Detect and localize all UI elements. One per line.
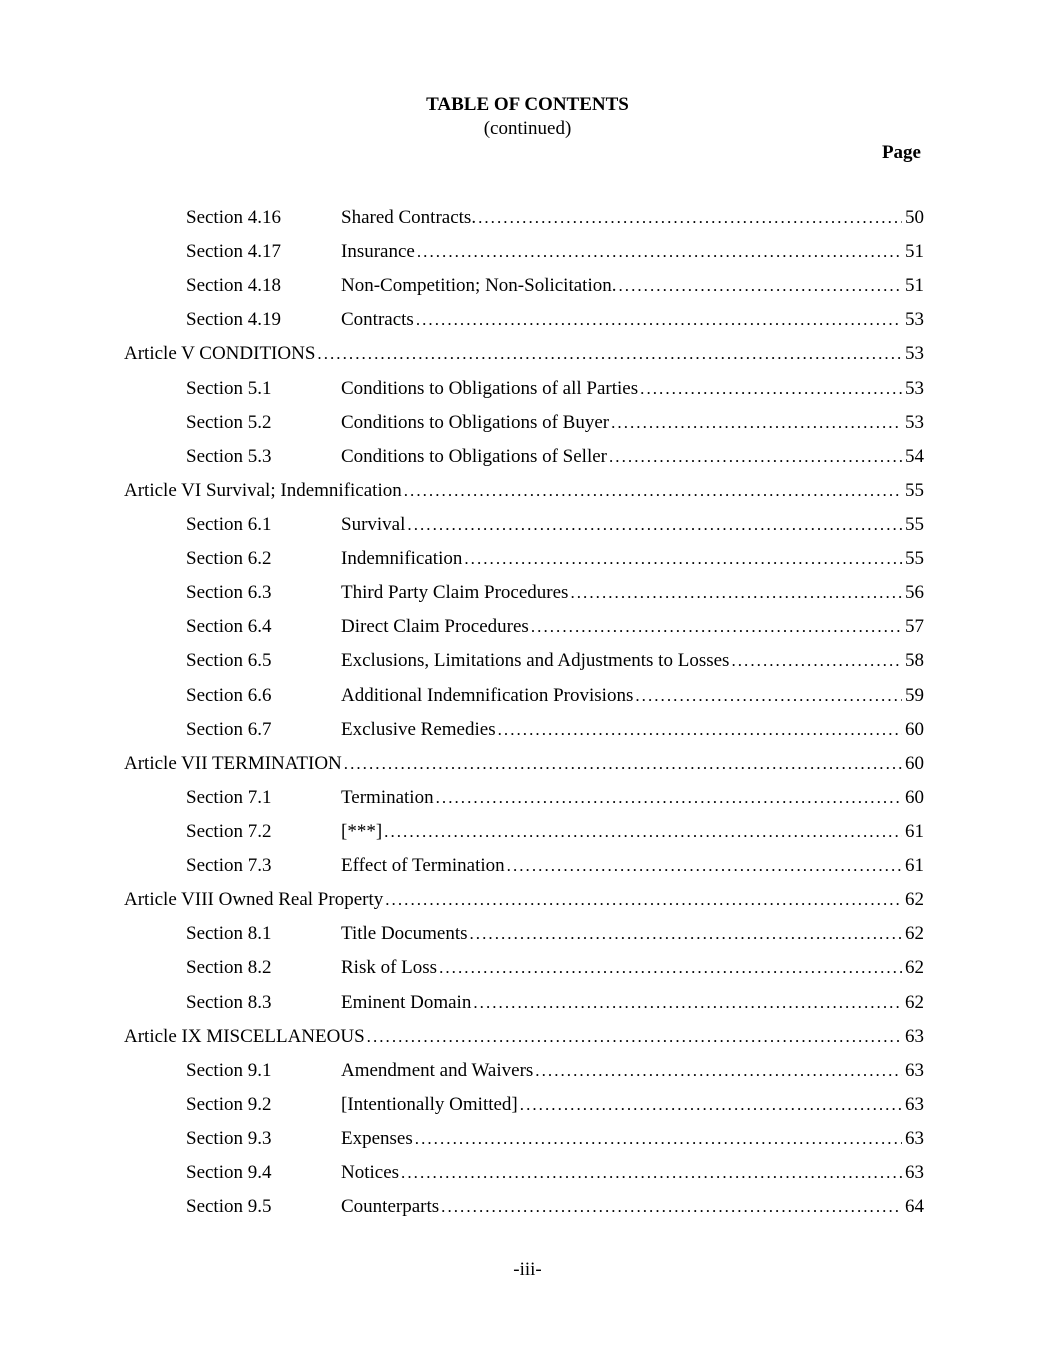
toc-section-number: Section 5.2 bbox=[186, 411, 272, 433]
dot-leader bbox=[520, 1088, 902, 1122]
toc-entry-title: Article VII TERMINATION bbox=[124, 752, 342, 774]
toc-section-number: Section 6.2 bbox=[186, 548, 272, 570]
dot-leader bbox=[618, 269, 902, 303]
toc-title: TABLE OF CONTENTS bbox=[426, 94, 629, 115]
toc-entry-page: 53 bbox=[905, 377, 924, 399]
toc-entry-leader bbox=[341, 849, 924, 883]
toc-entry-title: Additional Indemnification Provisions bbox=[341, 684, 634, 706]
toc-article-entry[interactable] bbox=[0, 1020, 1055, 1054]
toc-entry-page: 62 bbox=[905, 923, 924, 945]
toc-entry-leader bbox=[341, 542, 924, 576]
toc-entry-leader bbox=[341, 269, 924, 303]
toc-section-number: Section 6.1 bbox=[186, 513, 272, 535]
dot-leader bbox=[640, 372, 902, 406]
dot-leader bbox=[507, 849, 902, 883]
dot-leader bbox=[401, 1156, 902, 1190]
toc-entry-title: Article IX MISCELLANEOUS bbox=[124, 1025, 365, 1047]
toc-section-number: Section 9.3 bbox=[186, 1127, 272, 1149]
toc-section-number: Section 7.2 bbox=[186, 820, 272, 842]
toc-section-entry[interactable] bbox=[0, 1190, 1055, 1224]
dot-leader bbox=[415, 1122, 902, 1156]
toc-entry-title: Article V CONDITIONS bbox=[124, 343, 316, 365]
toc-section-entry[interactable] bbox=[0, 815, 1055, 849]
toc-entry-title: Insurance bbox=[341, 241, 415, 263]
toc-subtitle: (continued) bbox=[483, 118, 572, 139]
toc-entry-page: 51 bbox=[905, 275, 924, 297]
dot-leader bbox=[731, 644, 902, 678]
toc-entry-title: [Intentionally Omitted] bbox=[341, 1093, 518, 1115]
toc-article-entry[interactable] bbox=[0, 474, 1055, 508]
toc-section-entry[interactable] bbox=[0, 679, 1055, 713]
toc-entry-title: Non-Competition; Non-Solicitation. bbox=[341, 275, 617, 297]
toc-entry-title: [***] bbox=[341, 820, 383, 842]
dot-leader bbox=[609, 440, 902, 474]
toc-entry-title: Amendment and Waivers bbox=[341, 1059, 534, 1081]
toc-section-number: Section 4.19 bbox=[186, 309, 281, 331]
toc-entry-page: 60 bbox=[905, 786, 924, 808]
toc-entry-title: Indemnification bbox=[341, 548, 463, 570]
toc-entry-page: 58 bbox=[905, 650, 924, 672]
dot-leader bbox=[464, 542, 902, 576]
dot-leader bbox=[344, 747, 902, 781]
dot-leader bbox=[470, 917, 903, 951]
dot-leader bbox=[570, 576, 902, 610]
toc-entry-page: 51 bbox=[905, 241, 924, 263]
toc-entry-title: Title Documents bbox=[341, 923, 468, 945]
dot-leader bbox=[635, 679, 902, 713]
toc-entry-page: 57 bbox=[905, 616, 924, 638]
dot-leader bbox=[441, 1190, 902, 1224]
toc-section-number: Section 6.7 bbox=[186, 718, 272, 740]
toc-entry-title: Termination bbox=[341, 786, 434, 808]
toc-entry-leader bbox=[341, 235, 924, 269]
toc-entry-title: Risk of Loss bbox=[341, 957, 438, 979]
dot-leader bbox=[417, 235, 902, 269]
dot-leader bbox=[478, 201, 902, 235]
toc-entry-leader bbox=[341, 372, 924, 406]
toc-section-entry[interactable] bbox=[0, 542, 1055, 576]
toc-entry-title: Direct Claim Procedures bbox=[341, 616, 529, 638]
toc-section-number: Section 5.3 bbox=[186, 445, 272, 467]
dot-leader bbox=[385, 883, 902, 917]
toc-entry-title: Article VI Survival; Indemnification bbox=[124, 479, 402, 501]
toc-entry-page: 63 bbox=[905, 1059, 924, 1081]
toc-section-entry[interactable] bbox=[0, 917, 1055, 951]
toc-entry-leader bbox=[341, 201, 924, 235]
toc-entry-title: Third Party Claim Procedures bbox=[341, 582, 569, 604]
toc-section-number: Section 8.3 bbox=[186, 991, 272, 1013]
dot-leader bbox=[439, 951, 902, 985]
toc-entry-leader bbox=[341, 644, 924, 678]
toc-section-number: Section 7.1 bbox=[186, 786, 272, 808]
toc-entry-page: 62 bbox=[905, 889, 924, 911]
toc-section-number: Section 4.18 bbox=[186, 275, 281, 297]
toc-entry-leader bbox=[341, 1088, 924, 1122]
toc-entry-title: Conditions to Obligations of Seller bbox=[341, 445, 607, 467]
toc-entry-leader bbox=[341, 781, 924, 815]
toc-entry-leader bbox=[341, 815, 924, 849]
dot-leader bbox=[404, 474, 902, 508]
toc-entry-leader bbox=[341, 951, 924, 985]
toc-article-entry[interactable] bbox=[0, 883, 1055, 917]
toc-entry-page: 53 bbox=[905, 309, 924, 331]
toc-entry-leader bbox=[341, 917, 924, 951]
dot-leader bbox=[531, 610, 902, 644]
toc-entry-title: Effect of Termination bbox=[341, 855, 505, 877]
toc-section-entry[interactable] bbox=[0, 610, 1055, 644]
toc-section-number: Section 8.2 bbox=[186, 957, 272, 979]
toc-section-number: Section 5.1 bbox=[186, 377, 272, 399]
toc-entry-leader bbox=[341, 610, 924, 644]
dot-leader bbox=[407, 508, 902, 542]
toc-entry-leader bbox=[341, 679, 924, 713]
toc-entry-page: 63 bbox=[905, 1162, 924, 1184]
toc-entry-page: 54 bbox=[905, 445, 924, 467]
toc-section-number: Section 4.17 bbox=[186, 241, 281, 263]
toc-section-entry[interactable] bbox=[0, 576, 1055, 610]
toc-entry-page: 61 bbox=[905, 855, 924, 877]
toc-entry-page: 53 bbox=[905, 411, 924, 433]
toc-section-entry[interactable] bbox=[0, 269, 1055, 303]
toc-section-number: Section 6.6 bbox=[186, 684, 272, 706]
toc-entry-page: 55 bbox=[905, 479, 924, 501]
toc-entry-leader bbox=[341, 1190, 924, 1224]
toc-entry-leader bbox=[124, 474, 924, 508]
toc-entry-leader bbox=[341, 1054, 924, 1088]
toc-entry-page: 60 bbox=[905, 718, 924, 740]
toc-entry-title: Conditions to Obligations of all Parties bbox=[341, 377, 639, 399]
toc-entry-page: 56 bbox=[905, 582, 924, 604]
page-column-label: Page bbox=[881, 142, 921, 163]
dot-leader bbox=[473, 986, 902, 1020]
toc-section-entry[interactable] bbox=[0, 406, 1055, 440]
toc-section-number: Section 7.3 bbox=[186, 855, 272, 877]
toc-entry-page: 50 bbox=[905, 207, 924, 228]
toc-entry-page: 55 bbox=[905, 548, 924, 570]
toc-entry-page: 59 bbox=[905, 684, 924, 706]
toc-entry-page: 63 bbox=[905, 1025, 924, 1047]
toc-entry-page: 62 bbox=[905, 957, 924, 979]
toc-entry-page: 62 bbox=[905, 991, 924, 1013]
toc-entry-title: Expenses bbox=[341, 1127, 413, 1149]
toc-entry-page: 63 bbox=[905, 1127, 924, 1149]
toc-section-entry[interactable] bbox=[0, 235, 1055, 269]
page-number: -iii- bbox=[513, 1259, 542, 1280]
toc-entry-leader bbox=[124, 747, 924, 781]
toc-entry-title: Counterparts bbox=[341, 1196, 440, 1218]
toc-entry-page: 53 bbox=[905, 343, 924, 365]
toc-section-entry[interactable] bbox=[0, 713, 1055, 747]
dot-leader bbox=[436, 781, 902, 815]
toc-entry-title: Notices bbox=[341, 1162, 400, 1184]
dot-leader bbox=[317, 337, 902, 371]
toc-section-number: Section 9.2 bbox=[186, 1093, 272, 1115]
toc-section-number: Section 6.4 bbox=[186, 616, 272, 638]
toc-entry-leader bbox=[341, 1156, 924, 1190]
toc-entry-leader bbox=[341, 303, 924, 337]
toc-entry-page: 55 bbox=[905, 513, 924, 535]
toc-entry-title: Article VIII Owned Real Property bbox=[124, 889, 384, 911]
toc-section-entry[interactable] bbox=[0, 440, 1055, 474]
toc-entry-leader bbox=[124, 1020, 924, 1054]
toc-section-entry[interactable] bbox=[0, 781, 1055, 815]
toc-list bbox=[0, 201, 1055, 1224]
toc-section-number: Section 6.3 bbox=[186, 582, 272, 604]
toc-section-number: Section 9.5 bbox=[186, 1196, 272, 1218]
dot-leader bbox=[384, 815, 902, 849]
dot-leader bbox=[535, 1054, 902, 1088]
toc-entry-leader bbox=[341, 713, 924, 747]
toc-entry-page: 60 bbox=[905, 752, 924, 774]
toc-section-number: Section 6.5 bbox=[186, 650, 272, 672]
toc-section-entry[interactable] bbox=[0, 1156, 1055, 1190]
toc-section-entry[interactable] bbox=[0, 1122, 1055, 1156]
toc-entry-leader bbox=[341, 576, 924, 610]
toc-entry-title: Exclusive Remedies bbox=[341, 718, 496, 740]
toc-section-entry[interactable] bbox=[0, 951, 1055, 985]
toc-entry-title: Contracts bbox=[341, 309, 414, 331]
toc-section-entry[interactable] bbox=[0, 1088, 1055, 1122]
toc-entry-title: Exclusions, Limitations and Adjustments to Losses bbox=[341, 650, 730, 672]
toc-section-entry[interactable] bbox=[0, 372, 1055, 406]
dot-leader bbox=[498, 713, 902, 747]
toc-entry-leader bbox=[124, 883, 924, 917]
toc-section-entry[interactable] bbox=[0, 508, 1055, 542]
toc-entry-page: 64 bbox=[905, 1196, 924, 1218]
toc-section-entry[interactable] bbox=[0, 303, 1055, 337]
toc-entry-leader bbox=[341, 508, 924, 542]
toc-entry-title: Survival bbox=[341, 513, 406, 535]
dot-leader bbox=[367, 1020, 902, 1054]
toc-section-entry[interactable] bbox=[0, 201, 1055, 235]
toc-entry-page: 61 bbox=[905, 820, 924, 842]
toc-entry-leader bbox=[124, 337, 924, 371]
toc-article-entry[interactable] bbox=[0, 337, 1055, 371]
dot-leader bbox=[611, 406, 902, 440]
toc-entry-leader bbox=[341, 440, 924, 474]
toc-section-number: Section 9.4 bbox=[186, 1162, 272, 1184]
toc-entry-leader bbox=[341, 986, 924, 1020]
toc-entry-leader bbox=[341, 406, 924, 440]
toc-section-entry[interactable] bbox=[0, 986, 1055, 1020]
dot-leader bbox=[416, 303, 902, 337]
toc-section-entry[interactable] bbox=[0, 1054, 1055, 1088]
toc-section-entry[interactable] bbox=[0, 644, 1055, 678]
toc-section-number: Section 8.1 bbox=[186, 923, 272, 945]
toc-article-entry[interactable] bbox=[0, 747, 1055, 781]
toc-section-number: Section 9.1 bbox=[186, 1059, 272, 1081]
toc-section-number: Section 4.16 bbox=[186, 207, 281, 228]
toc-entry-title: Eminent Domain bbox=[341, 991, 472, 1013]
toc-entry-title: Conditions to Obligations of Buyer bbox=[341, 411, 610, 433]
toc-entry-leader bbox=[341, 1122, 924, 1156]
toc-entry-title: Shared Contracts. bbox=[341, 207, 477, 228]
toc-section-entry[interactable] bbox=[0, 849, 1055, 883]
toc-entry-page: 63 bbox=[905, 1093, 924, 1115]
